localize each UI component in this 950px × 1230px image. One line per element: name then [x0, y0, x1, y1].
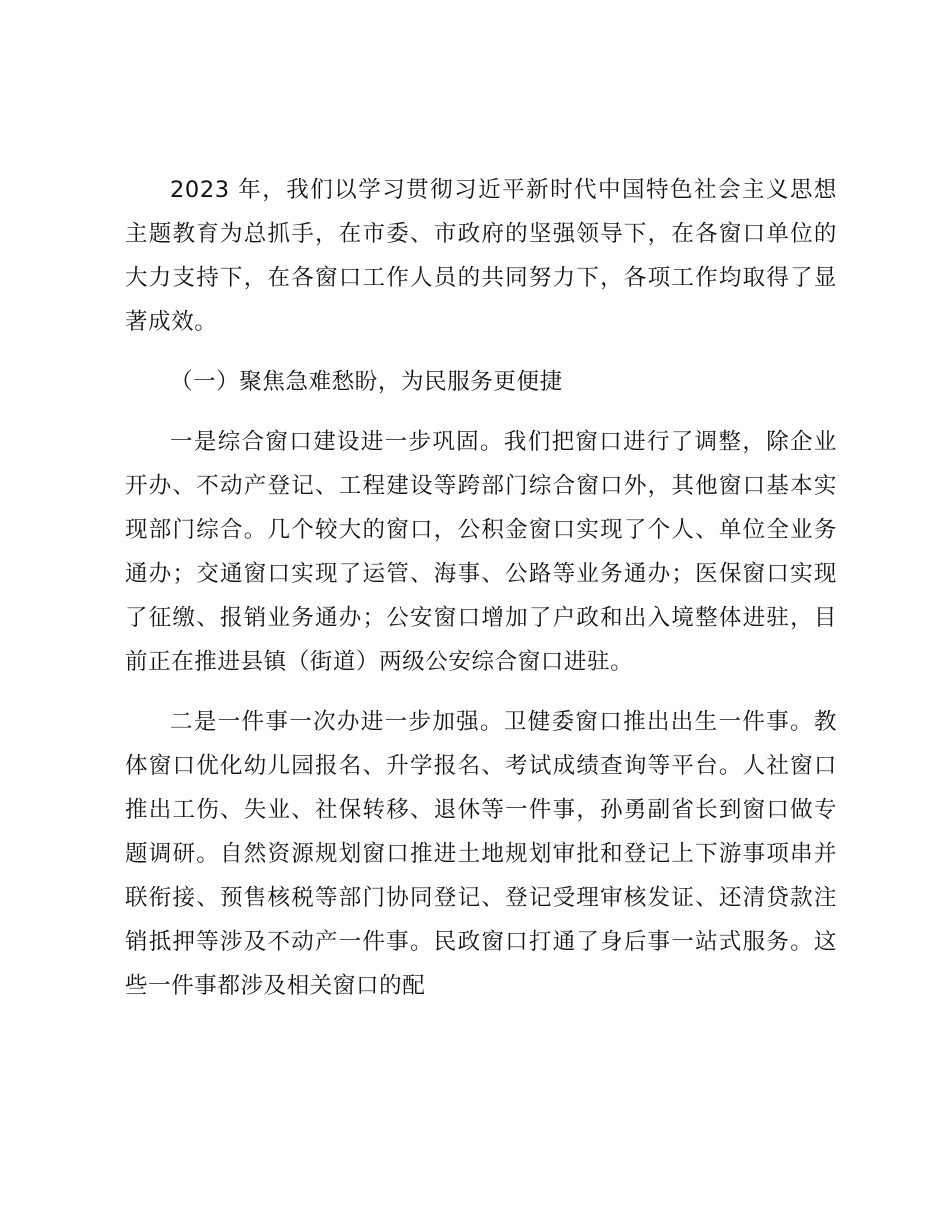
document-body [125, 168, 837, 1024]
section-heading: （一）聚焦急难愁盼，为民服务更便捷 [170, 369, 563, 395]
paragraph-comprehensive-window: 一是综合窗口建设进一步巩固。我们把窗口进行了调整，除企业开办、不动产登记、工程建设等跨部门综合窗口外，其他窗口基本实现部门综合。几个较大的窗口，公积金窗口实现了个人、单位全业务通办；交通窗口实现了运管、海事、公路等业务通办；医保窗口实现了征缴、报销业务通办；公安窗口增加了户政和出入境整体进驻，目前正在推进县镇（街道）两级公安综合窗口进驻。 [125, 429, 837, 675]
intro-paragraph: 2023 年，我们以学习贯彻习近平新时代中国特色社会主义思想主题教育为总抓手，在市委、市政府的坚强领导下，在各窗口单位的大力支持下，在各窗口工作人员的共同努力下，各项工作均取得了显著成效。 [125, 177, 837, 335]
paragraph-one-matter: 二是一件事一次办进一步加强。卫健委窗口推出出生一件事。教体窗口优化幼儿园报名、升学报名、考试成绩查询等平台。人社窗口推出工伤、失业、社保转移、退休等一件事，孙勇副省长到窗口做专题调研。自然资源规划窗口推进土地规划审批和登记上下游事项串并联衔接、预售核税等部门协同登记、登记受理审核发证、还清贷款注销抵押等涉及不动产一件事。民政窗口打通了身后事一站式服务。这些一件事都涉及相关窗口的配 [125, 709, 837, 999]
